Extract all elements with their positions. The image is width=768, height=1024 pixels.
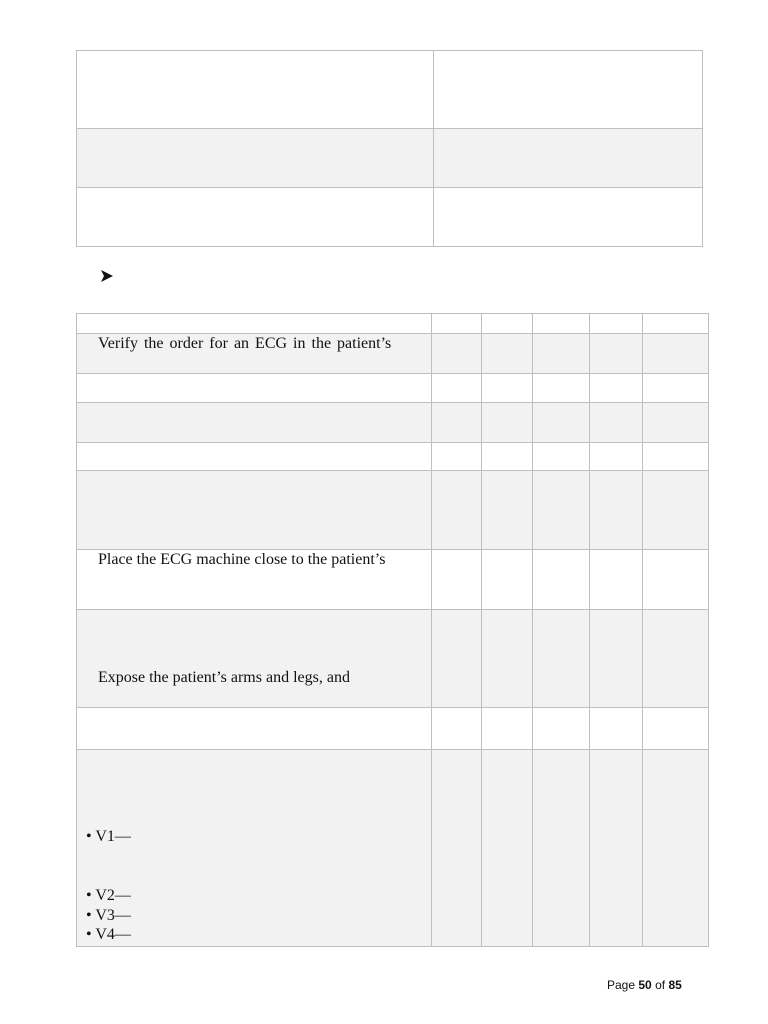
chest-lead-v1: • V1— bbox=[86, 828, 131, 845]
step-place-machine: Place the ECG machine close to the patient’s bbox=[98, 551, 386, 568]
table-2-row-leads bbox=[76, 749, 709, 947]
of-word: of bbox=[655, 978, 666, 992]
arrowhead-bullet-icon bbox=[99, 268, 115, 286]
table-2-row-5 bbox=[76, 470, 709, 549]
chest-lead-v3: • V3— bbox=[86, 907, 131, 924]
total-pages: 85 bbox=[668, 978, 682, 992]
page-word: Page bbox=[607, 978, 636, 992]
chest-lead-v4: • V4— bbox=[86, 926, 131, 943]
step-verify-order: Verify the order for an ECG in the patient’s bbox=[98, 335, 392, 352]
table-1 bbox=[76, 50, 703, 247]
chest-lead-v2: • V2— bbox=[86, 887, 131, 904]
table-2 bbox=[76, 313, 709, 947]
table-2-row-expose bbox=[76, 609, 709, 707]
table-1-row-shaded bbox=[76, 129, 703, 188]
table-2-row-3 bbox=[76, 402, 709, 442]
page-number bbox=[607, 978, 682, 992]
current-page: 50 bbox=[638, 978, 652, 992]
step-expose-limbs: Expose the patient’s arms and legs, and bbox=[98, 669, 350, 686]
